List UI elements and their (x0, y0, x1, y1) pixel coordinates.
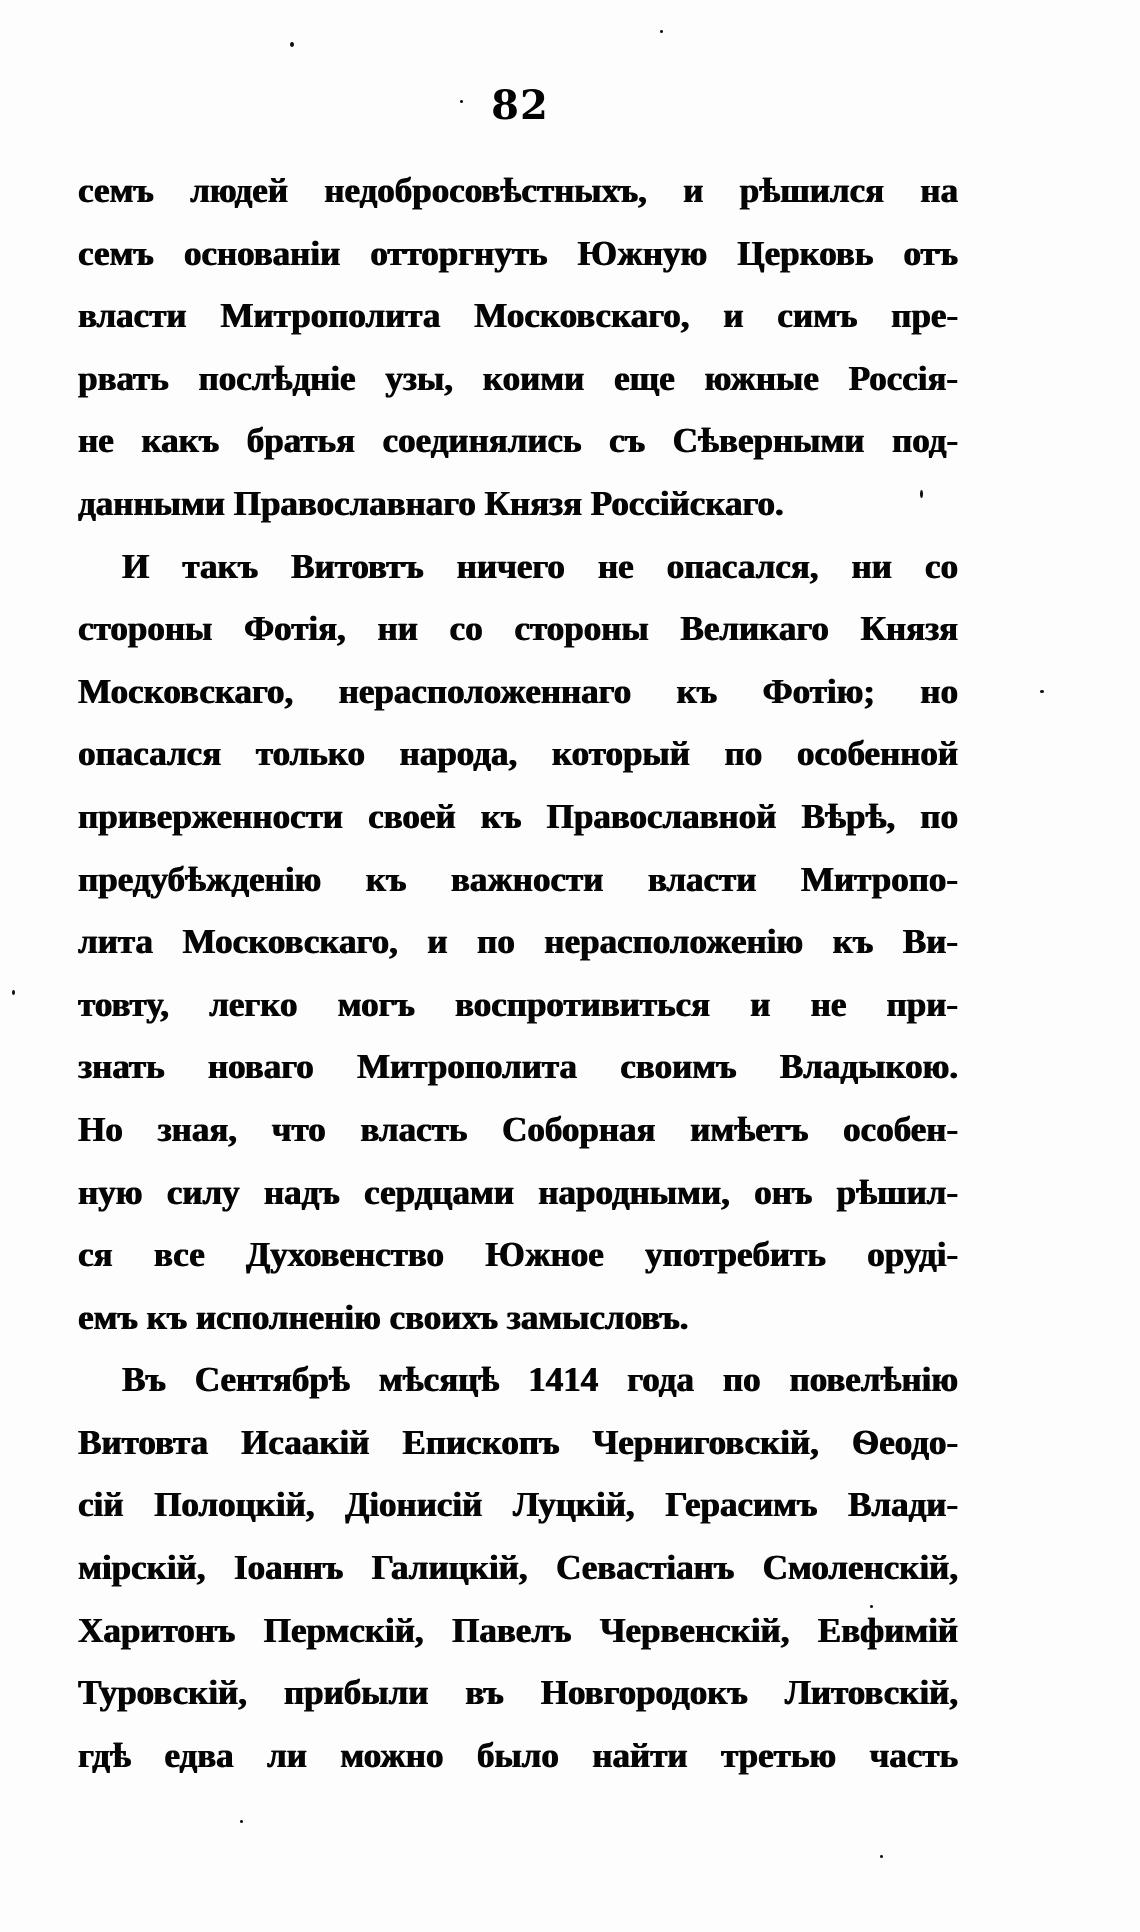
scan-speck (1040, 690, 1044, 693)
text-line: знать новаго Митрополита своимъ Владыкою. (78, 1047, 958, 1087)
text-line: ную силу надъ сердцами народными, онъ рѣшил- (78, 1172, 958, 1212)
text-line: гдѣ едва ли можно было найти третью часть (78, 1735, 958, 1775)
text-line: сій Полоцкій, Діонисій Луцкій, Герасимъ Влади- (78, 1485, 958, 1525)
text-line: не какъ братья соединялись съ Сѣверными под- (78, 421, 958, 461)
text-line: мірскій, Іоаннъ Галицкій, Севастіанъ Смоленскій, (78, 1548, 958, 1588)
text-line: семъ людей недобросовѣстныхъ, и рѣшился на (78, 171, 958, 210)
text-line: Но зная, что власть Соборная имѣетъ особен- (78, 1109, 958, 1149)
scan-speck (660, 30, 663, 33)
page-number: 82 (491, 82, 549, 129)
text-line: И такъ Витовтъ ничего не опасался, ни со (122, 546, 958, 586)
text-line: стороны Фотія, ни со стороны Великаго Князя (78, 609, 958, 649)
text-line: Туровскій, прибыли въ Новгородокъ Литовскій, (78, 1673, 958, 1713)
scan-speck (870, 1605, 873, 1608)
text-line: семъ основаніи отторгнуть Южную Церковь отъ (78, 233, 958, 273)
scan-speck (880, 1855, 883, 1858)
text-line: рвать послѣдніе узы, коими еще южные Россія- (78, 358, 958, 398)
scan-speck (290, 42, 294, 47)
text-line: предубѣжденію къ важности власти Митропо- (78, 859, 958, 899)
text-line: товту, легко могъ воспротивиться и не при- (78, 984, 958, 1024)
text-line: лита Московскаго, и по нерасположенію къ Ви- (78, 922, 958, 962)
text-line: ся все Духовенство Южное употребить оруді- (78, 1235, 958, 1275)
scan-speck (920, 490, 923, 498)
text-line: данными Православнаго Князя Россійскаго. (78, 483, 784, 523)
text-line: Витовта Исаакій Епископъ Черниговскій, Ѳеодо- (78, 1422, 958, 1462)
text-line: Московскаго, нерасположеннаго къ Фотію; но (78, 671, 958, 711)
text-line: опасался только народа, который по особенной (78, 734, 958, 774)
scan-speck (12, 990, 15, 995)
text-line: власти Митрополита Московскаго, и симъ пре- (78, 296, 958, 336)
text-line: емъ къ исполненію своихъ замысловъ. (78, 1297, 689, 1337)
text-line: Харитонъ Пермскій, Павелъ Червенскій, Евфимій (78, 1610, 958, 1650)
text-line: приверженности своей къ Православной Вѣрѣ, по (78, 796, 958, 836)
text-line: Въ Сентябрѣ мѣсяцѣ 1414 года по повелѣнію (122, 1360, 958, 1400)
scan-speck (240, 1820, 243, 1823)
page-text (78, 160, 958, 1787)
scan-speck (460, 100, 463, 103)
